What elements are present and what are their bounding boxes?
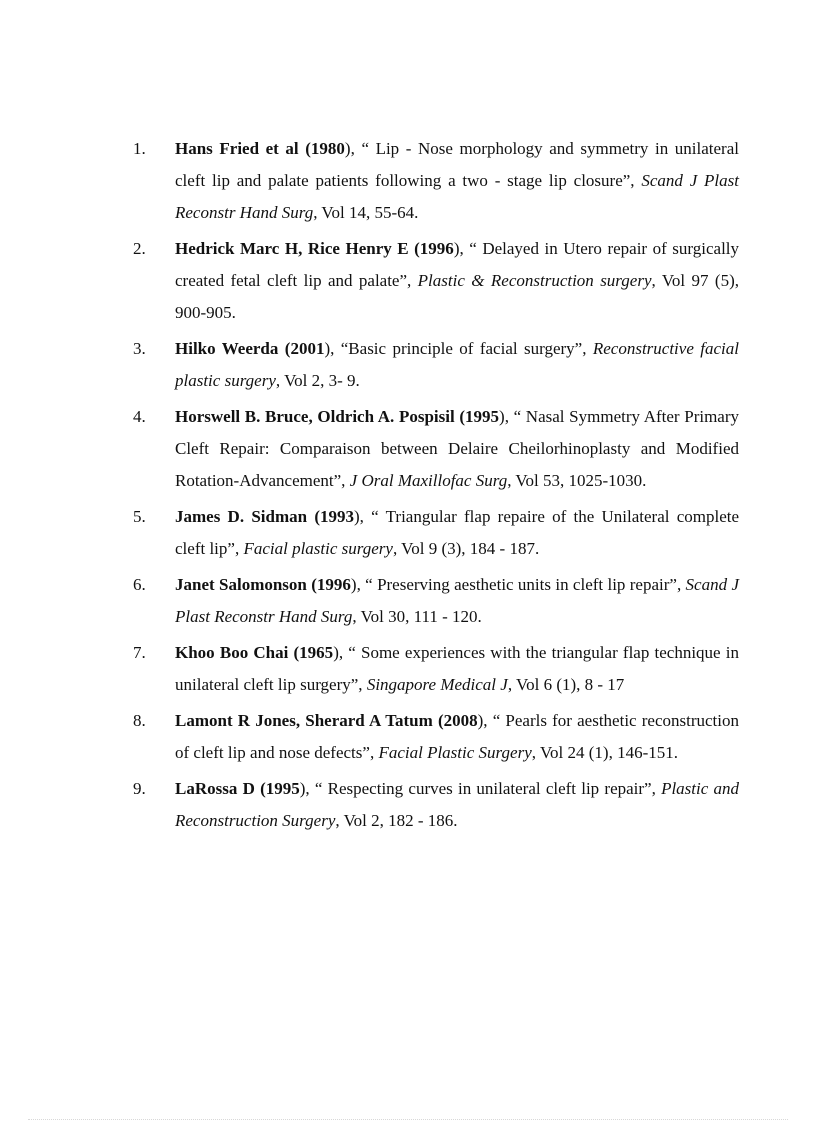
reference-number: 4. bbox=[133, 407, 146, 426]
reference-journal: Singapore Medical J bbox=[366, 675, 508, 694]
reference-journal: Reconstructive facial plastic surgery bbox=[175, 339, 739, 390]
reference-number: 1. bbox=[133, 139, 146, 158]
reference-authors: Horswell B. Bruce, Oldrich A. Pospisil bbox=[175, 407, 455, 426]
reference-title: “ Nasal Symmetry After Primary Cleft Repair: Comparaison between Delaire Cheilorhinoplasty and Modified Rotation-Advancement”, bbox=[175, 407, 740, 490]
page-bottom-rule bbox=[28, 1119, 788, 1120]
reference-year: (1965 bbox=[293, 643, 334, 662]
reference-details: , Vol 6 (1), 8 - 17 bbox=[507, 675, 625, 694]
reference-journal: Plastic & Reconstruction surgery bbox=[417, 271, 652, 290]
reference-year: (1995 bbox=[459, 407, 500, 426]
reference-details: , Vol 2, 182 - 186. bbox=[335, 811, 458, 830]
reference-title: “ Preserving aesthetic units in cleft lip repair”, bbox=[365, 575, 686, 594]
reference-year-close: ), bbox=[354, 507, 372, 526]
reference-year: (1996 bbox=[311, 575, 351, 594]
reference-year: (1980 bbox=[305, 139, 345, 158]
reference-text bbox=[175, 501, 739, 565]
reference-authors: Lamont R Jones, Sherard A Tatum bbox=[175, 711, 433, 730]
reference-journal: Facial Plastic Surgery bbox=[378, 743, 532, 762]
reference-year-close: ), bbox=[453, 239, 470, 258]
reference-year-close: ), bbox=[477, 711, 493, 730]
reference-year: (1993 bbox=[314, 507, 354, 526]
reference-journal: Scand J Plast Reconstr Hand Surg bbox=[175, 575, 739, 626]
reference-details: , Vol 2, 3- 9. bbox=[275, 371, 360, 390]
reference-title: “ Lip - Nose morphology and symmetry in unilateral cleft lip and palate patients following a two - stage lip closure”, bbox=[175, 139, 739, 190]
reference-details: , Vol 9 (3), 184 - 187. bbox=[392, 539, 540, 558]
reference-number: 6. bbox=[133, 575, 146, 594]
reference-journal: Facial plastic surgery bbox=[243, 539, 393, 558]
reference-title: “ Pearls for aesthetic reconstruction of cleft lip and nose defects”, bbox=[175, 711, 740, 762]
reference-year-close: ), bbox=[499, 407, 514, 426]
reference-text bbox=[175, 401, 739, 497]
reference-text bbox=[175, 569, 739, 633]
reference-authors: Janet Salomonson bbox=[175, 575, 307, 594]
reference-details: , Vol 30, 111 - 120. bbox=[352, 607, 482, 626]
reference-year-close: ), bbox=[299, 779, 315, 798]
reference-authors: James D. Sidman bbox=[175, 507, 308, 526]
reference-text bbox=[175, 133, 739, 229]
reference-journal: Plastic and Reconstruction Surgery bbox=[175, 779, 739, 830]
reference-title: “Basic principle of facial surgery”, bbox=[340, 339, 593, 358]
reference-item bbox=[133, 569, 739, 633]
reference-authors: LaRossa D bbox=[175, 779, 255, 798]
reference-year: (2008 bbox=[437, 711, 478, 730]
reference-details: , Vol 14, 55-64. bbox=[313, 203, 419, 222]
reference-item bbox=[133, 637, 739, 701]
reference-authors: Khoo Boo Chai bbox=[175, 643, 289, 662]
reference-authors: Hans Fried et al bbox=[175, 139, 299, 158]
reference-number: 2. bbox=[133, 239, 146, 258]
reference-title: “ Delayed in Utero repair of surgically created fetal cleft lip and palate”, bbox=[175, 239, 740, 290]
reference-text bbox=[175, 705, 739, 769]
reference-number: 3. bbox=[133, 339, 146, 358]
reference-text bbox=[175, 333, 739, 397]
reference-title: “ Some experiences with the triangular flap technique in unilateral cleft lip surgery”, bbox=[175, 643, 739, 694]
reference-item bbox=[133, 133, 739, 229]
reference-journal: J Oral Maxillofac Surg bbox=[349, 471, 508, 490]
reference-number: 7. bbox=[133, 643, 146, 662]
reference-number: 8. bbox=[133, 711, 146, 730]
reference-authors: Hilko Weerda bbox=[175, 339, 279, 358]
reference-details: , Vol 24 (1), 146-151. bbox=[531, 743, 678, 762]
reference-details: , Vol 53, 1025-1030. bbox=[507, 471, 647, 490]
reference-year: (1995 bbox=[260, 779, 300, 798]
reference-details: , Vol 97 (5), 900-905. bbox=[175, 271, 740, 322]
reference-year-close: ), bbox=[344, 139, 362, 158]
reference-item bbox=[133, 333, 739, 397]
reference-item bbox=[133, 773, 739, 837]
reference-year: (2001 bbox=[284, 339, 325, 358]
reference-text bbox=[175, 637, 739, 701]
reference-year-close: ), bbox=[333, 643, 349, 662]
reference-title: “ Respecting curves in unilateral cleft lip repair”, bbox=[314, 779, 662, 798]
reference-year: (1996 bbox=[414, 239, 454, 258]
reference-item bbox=[133, 501, 739, 565]
reference-item bbox=[133, 401, 739, 497]
reference-text bbox=[175, 773, 739, 837]
reference-number: 9. bbox=[133, 779, 146, 798]
reference-year-close: ), bbox=[324, 339, 341, 358]
reference-journal: Scand J Plast Reconstr Hand Surg bbox=[175, 171, 739, 222]
reference-year-close: ), bbox=[350, 575, 366, 594]
reference-text bbox=[175, 233, 739, 329]
reference-item bbox=[133, 233, 739, 329]
reference-item bbox=[133, 705, 739, 769]
reference-number: 5. bbox=[133, 507, 146, 526]
reference-authors: Hedrick Marc H, Rice Henry E bbox=[175, 239, 409, 258]
reference-list bbox=[133, 133, 739, 841]
reference-title: “ Triangular flap repaire of the Unilateral complete cleft lip”, bbox=[175, 507, 740, 558]
